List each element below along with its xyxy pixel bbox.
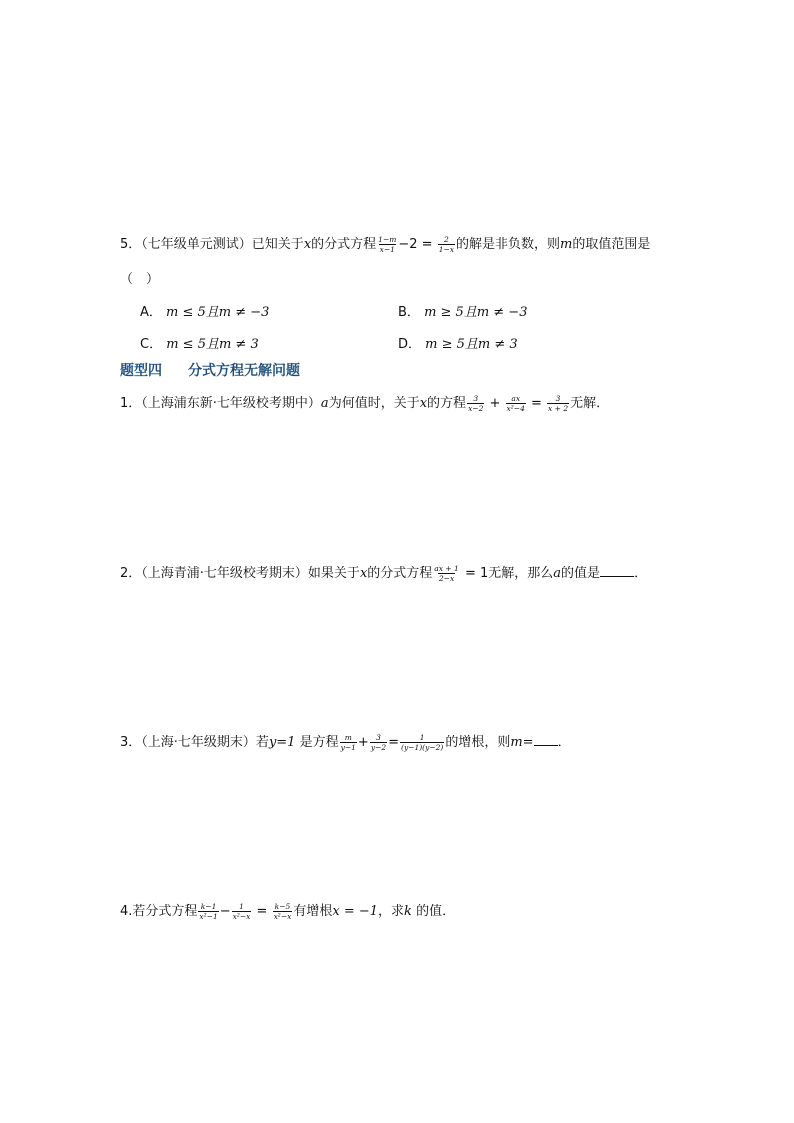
- fraction: $\frac{k-1}{\text{x²−1}}$: [199, 902, 218, 921]
- problem-1: 1．（上海浦东新·七年级校考期中）a为何值时，关于x的方程 $\frac{3}{x-2}$ + $\frac{ax}{\text{x²−4}}$ = $\frac{3}{x + 2}$ 无解．: [120, 394, 610, 413]
- option-d: D． m ≥ 5且m ≠ 3: [398, 337, 518, 352]
- problem-3: 3．（上海·七年级期末）若y=1 是方程 $\frac{m}{y-1}$ + $\frac{3}{y-2}$ = $\frac{1}{(y-1)(y-2)}$ 的增根，则m= ．: [120, 733, 571, 752]
- question-5: 5．（七年级单元测试）已知关于x的分式方程 $\frac{1-m}{x-1}$ −2 = $\frac{2}{1-x}$ 的解是非负数，则m的取值范围是: [120, 235, 651, 254]
- fraction: $\frac{ax + 1}{2-x}$: [434, 564, 459, 583]
- fraction: $\frac{m}{y-1}$: [340, 733, 356, 752]
- question-number: 5．: [120, 237, 142, 252]
- fraction: $\frac{3}{y-2}$: [370, 733, 387, 752]
- fraction: $\frac{3}{x-2}$: [468, 394, 484, 413]
- problem-2: 2．（上海青浦·七年级校考期末）如果关于x的分式方程 $\frac{ax + 1}{2-x}$ = 1无解，那么a的值是 ．: [120, 564, 648, 583]
- fraction: $\frac{2}{1-x}$: [438, 235, 454, 254]
- answer-blank[interactable]: [600, 564, 634, 577]
- option-b: B． m ≥ 5且m ≠ −3: [398, 305, 528, 320]
- option-c: C． m ≤ 5且m ≠ 3: [140, 337, 259, 352]
- fraction: $\frac{1}{\text{x²−x}}$: [232, 902, 251, 921]
- fraction: $\frac{ax}{\text{x²−4}}$: [506, 394, 525, 413]
- answer-paren: （ ）: [120, 272, 160, 287]
- section-subtitle: 分式方程无解问题: [188, 363, 300, 379]
- section-heading: [120, 361, 300, 381]
- section-title: 题型四: [120, 363, 162, 379]
- problem-4: 4.若分式方程 $\frac{k-1}{\text{x²−1}}$ − $\frac{1}{\text{x²−x}}$ = $\frac{k-5}{\text{x²−x}}$ 有增根x = −1，求k 的值．: [120, 902, 456, 921]
- option-a: A． m ≤ 5且m ≠ −3: [140, 305, 270, 320]
- question-source: （七年级单元测试）: [141, 237, 252, 252]
- fraction: $\frac{k-5}{\text{x²−x}}$: [273, 902, 292, 921]
- fraction: $\frac{1}{(y-1)(y-2)}$: [401, 733, 444, 752]
- fraction: $\frac{1-m}{x-1}$: [378, 235, 397, 254]
- fraction: $\frac{3}{x + 2}$: [548, 394, 569, 413]
- answer-blank[interactable]: [534, 733, 558, 746]
